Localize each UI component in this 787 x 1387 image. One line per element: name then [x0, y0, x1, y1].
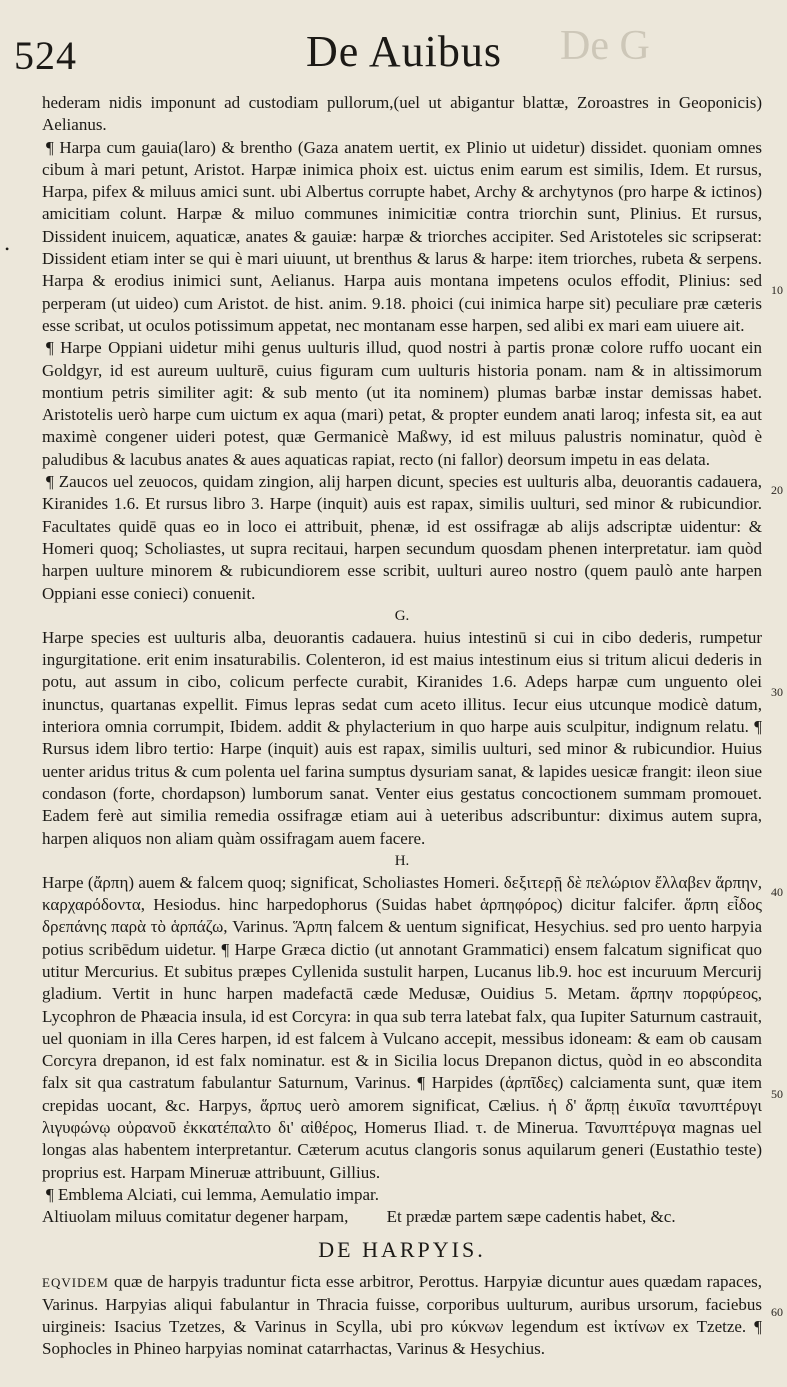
paragraph: ¶ Harpe Oppiani uidetur mihi genus uulturis illud, quod nostri à partis pronæ colore ruffo uocant ein Goldgyr, id est aureum uulturē, cuius figuram cum uulturis historia ponam. nam & in altissimorum montium petris similiter agit: & sub mento (ut ita nominem) plumas barbæ instar demissas habet. Aristotelis uerò harpe cum uictum ex aqua (mari) petat, & propter eundem anati laroq; infesta sit, ea aut maximè congener uideri potest, quæ Germanicè Maßwy, id est miluus palustris nominatur, quòd è paludibus & lacubus anates & aues aquaticas rapiat, recto (ni fallor) deorsum impetu in eas delata. [42, 338, 762, 469]
running-head-title: De Auibus [306, 27, 502, 76]
paragraph: Harpe species est uulturis alba, deuorantis cadauera. huius intestinū si cui in cibo dederis, rumpetur ingurgitatione. erit enim insaturabilis. Colenteron, id est maius intestinum eius si tritum alicui dederis in potu, aut assum in cibo, colicum perfecte curabit, Kiranides 1.6. Adeps harpæ cum unguento olei inunctus, quartanas expellit. Fimus lepras sedat cum aceto illitus. Iecur eius utcunque modicè datum, interiora omnia corrumpit, Ibidem. addit & phylacterium in quo harpe auis sculpitur, indignum relatu. ¶ Rursus idem libro tertio: Harpe (inquit) auis est rapax, similis uulturi, sed minor & rubicundior. Huius uenter aridus tritus & cum polenta uel farina sumptus dysuriam sanat, & lapides uesicæ frangit: ileon siue condason (forte, chordapson) lumborum sanat. Venter eius gestatus concoctionem summam promouet. Eadem ferè aut similia remedia ossifragæ etiam aui à ueteribus adscribuntur: diximus autem supra, harpen aliquos non aliam quàm ossifragam auem facere. [42, 627, 762, 848]
paragraph: ¶ Zaucos uel zeuocos, quidam zingion, alij harpen dicunt, species est uulturis alba, deuorantis cadauera, Kiranides 1.6. Et rursus libro 3. Harpe (inquit) auis est rapax, similis uulturi, sed minor & rubicundior. Facultates quidē quas eo in loco ei attribuit, phenæ, id est ossifragæ ab alijs adscriptæ uidentur: & Homeri quoq; Scholiastes, ut supra recitaui, harpen secundum quosdam phenen interpretatur. iam quòd harpen uulture minorem & rubicundiorem esse scribit, uulturi aureo nostro (quem paulò ante harpen Oppiani esse conieci) conuenit. [42, 472, 762, 603]
paragraph: Harpe (ἄρπη) auem & falcem quoq; significat, Scholiastes Homeri. δεξιτερῇ δὲ πελώριον ἔλλαβεν ἅρπην, καρχαρόδοντα, Hesiodus. hinc harpedophorus (Suidas habet ἁρπηφόρος) dicitur falcifer. ἅρπη εἶδος δρεπάνης παρὰ τὸ ἁρπάζω, Varinus. Ἅρπη falcem & uentum significat, Hesychius. sed pro uento harpyia potius scribēdum uidetur. ¶ Harpe Græca dictio (ut annotant Grammatici) ensem falcatum significat quo utitur Mercurius. Et subitus præpes Cyllenida sustulit harpen, Lucanus lib.9. hoc est incuruum Mercurij gladium. Vertit in hunc harpen madefactā cæde Medusæ, Ouidius 5. Metam. ἅρπην πορφύρεος, Lycophron de Phæacia insula, id est Corcyra: in qua sub terra latebat falx, qua Iupiter Saturnum castrauit, uel quoniam in illa Ceres harpen, id est falcem à Vulcano accepit, messibus idoneam: & eam ob causam Corcyra drepanon, id est falx nominatur. est & in Sicilia locus Drepanon dictus, quòd in eo abscondita falx sit qua castratum fabulantur Saturnum, Varinus. ¶ Harpides (ἁρπῖδες) calciamenta sunt, quæ item crepidas uocant, &c. Harpys, ἅρπυς uerò amorem significat, Cælius. ἡ δ' ἅρπῃ ἐικυῖα τανυπτέρυγι λιγυφώνῳ οὐρανοῦ ἐκκατέπαλτο δι' αἰθέρος, Homerus Iliad. τ. de Minerua. Τανυπτέρυγα magnas uel longas alas habentem interpretantur. Cæterum acutus clangoris sonus aquilarum generi (Eustathio teste) proprius est. Harpam Mineruæ attribuunt, Gillius. [42, 872, 762, 1182]
margin-mark: • [5, 242, 10, 256]
bleed-through-text: De G [560, 23, 650, 69]
margin-line-number: 30 [771, 685, 783, 699]
chapter-title: DE HARPYIS. [318, 1236, 486, 1262]
lead-word: EQVIDEM [42, 1274, 109, 1290]
paragraph: hederam nidis imponunt ad custodiam pullorum,(uel ut abigantur blattæ, Zoroastres in Geoponicis) Aelianus. [42, 93, 762, 135]
emblem-verse [42, 1206, 762, 1228]
margin-line-number: 40 [771, 885, 783, 899]
chapter-paragraph [42, 1271, 762, 1361]
emblem-intro: ¶ Emblema Alciati, cui lemma, Aemulatio impar. [46, 1184, 379, 1204]
verse-line-b: Et prædæ partem sæpe cadentis habet, &c. [386, 1207, 676, 1227]
margin-line-number: 20 [771, 483, 783, 497]
section-heading-g: G. [394, 607, 410, 624]
paragraph: ¶ Harpa cum gauia(laro) & brentho (Gaza anatem uertit, ex Plinio ut uidetur) dissidet. quoniam omnes cibum à mari petunt, Aristot. Harpæ inimica phoix est. uictus enim earum est similis, Idem. Et rursus, Harpa, pifex & miluus amici sunt. ubi Albertus corrupte habet, Archy & archytynos (pro harpe & ictinos) amicitiam colunt. Harpæ & miluo communes inimicitiæ contra triorchin sunt, Plinius. Et rursus, Dissident inuicem, aquaticæ, anates & gauiæ: harpæ & triorches accipiter. Sed Aristoteles sic scripserat: Dissident etiam inter se qui è mari uiuunt, ut brenthus & larus & harpe: item triorches, rubeta & serpens. Harpa & erodius inimici sunt, Aelianus. Harpa auis montana impetens oculos effodit, Plinius: sed perperam (ut uideo) cum Aristot. de hist. anim. 9.18. phoici (cui inimica harpe sit) peculiare præ cæteris esse scribat, ut oculos potissimum appetat, nec montanam esse harpen, sed alibi ex mari eam uiuere ait. [42, 137, 762, 335]
page-number: 524 [14, 33, 77, 78]
margin-line-number: 50 [771, 1087, 783, 1101]
margin-line-number: 60 [771, 1305, 783, 1319]
main-text [42, 92, 762, 1361]
section-heading-h: H. [394, 852, 410, 869]
verse-line-a: Altiuolam miluus comitatur degener harpam, [42, 1207, 349, 1227]
chapter-text: quæ de harpyis traduntur ficta esse arbitror, Perottus. Harpyiæ dicuntur aues quædam rapaces, Varinus. Harpyias aliqui fabulantur in Thracia fuisse, corporibus uulturum, auribus ursorum, faciebus uirgineis: Isacius Tzetzes, & Varinus in Scylla, ubi pro κύκνων legendum est ἰκτίνων ex Tzetze. ¶ Sophocles in Phineo harpyias nominat catarrhactas, Varinus & Hesychius. [42, 1271, 762, 1359]
margin-line-number: 10 [771, 283, 783, 297]
